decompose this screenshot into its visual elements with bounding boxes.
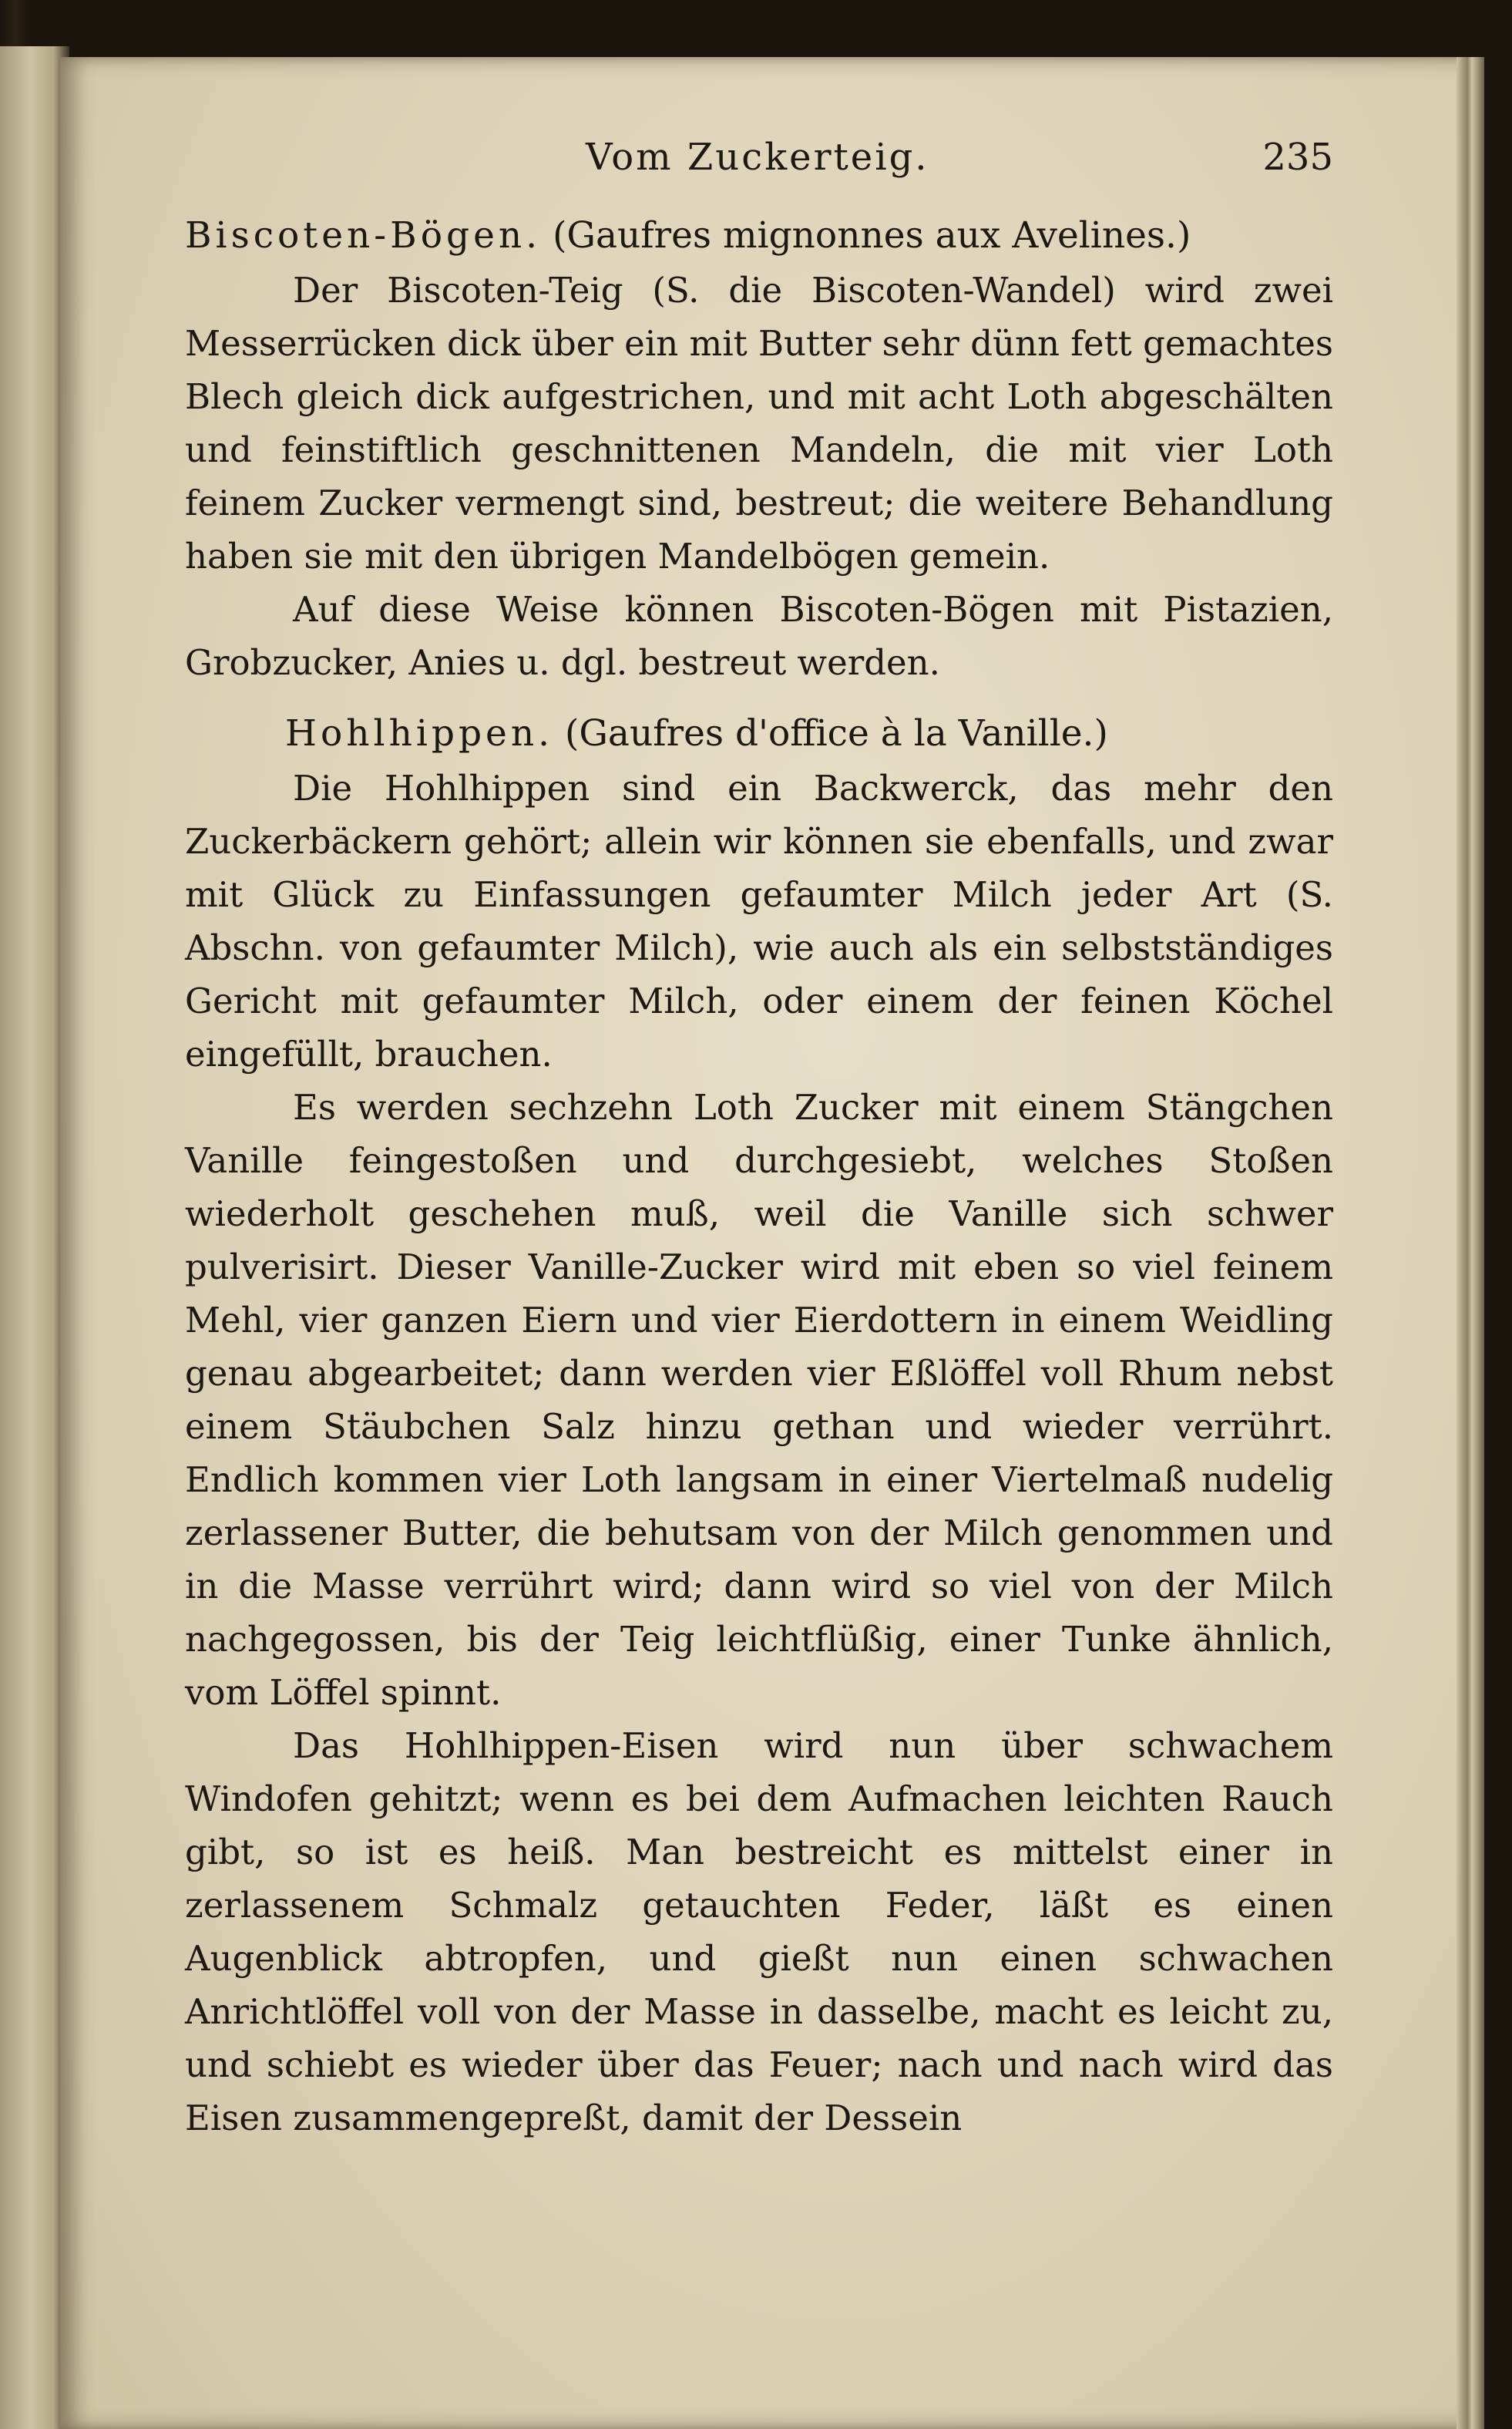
recipe-french-name: (Gaufres mignonnes aux Avelines.) [553, 214, 1191, 257]
running-head [185, 131, 1333, 188]
paragraph: Es werden sechzehn Loth Zucker mit einem Stängchen Vanille feingestoßen und durchgesiebt, welches Stoßen wiederholt geschehen muß, weil die Vanille sich schwer pulverisirt. Dieser Vanille-Zucker wird mit eben so viel feinem Mehl, vier ganzen Eiern und vier Eierdottern in einem Weidling genau abgearbeitet; dann werden vier Eßlöffel voll Rhum nebst einem Stäubchen Salz hinzu gethan und wieder verrührt. Endlich kommen vier Loth langsam in einer Viertelmaß nudelig zerlassener Butter, die behutsam von der Milch genommen und in die Masse verrührt wird; dann wird so viel von der Milch nachgegossen, bis der Teig leichtflüßig, einer Tunke ähnlich, vom Löffel spinnt. [185, 1087, 1333, 1713]
facing-page-edge [0, 46, 69, 2429]
recipe-french-name: (Gaufres d'office à la Vanille.) [565, 712, 1108, 755]
paragraph: Die Hohlhippen sind ein Backwerck, das mehr den Zuckerbäckern gehört; allein wir können sie ebenfalls, und zwar mit Glück zu Einfassungen gefaumter Milch jeder Art (S. Abschn. von gefaumter Milch), wie auch als ein selbstständiges Gericht mit gefaumter Milch, oder einem der feinen Köchel eingefüllt, brauchen. [185, 768, 1333, 1075]
page-text [185, 131, 1333, 2145]
running-title: Vom Zuckerteig. [586, 136, 929, 179]
paragraph: Das Hohlhippen-Eisen wird nun über schwachem Windofen gehitzt; wenn es bei dem Aufmachen leichten Rauch gibt, so ist es heiß. Man bestreicht es mittelst einer in zerlassenem Schmalz getauchten Feder, läßt es einen Augenblick abtropfen, und gießt nun einen schwachen Anrichtlöffel voll von der Masse in dasselbe, macht es leicht zu, und schiebt es wieder über das Feuer; nach und nach wird das Eisen zusammengepreßt, damit der Dessein [185, 1725, 1333, 2138]
recipe-heading-hohlhippen [185, 706, 1333, 762]
paragraph: Der Biscoten-Teig (S. die Biscoten-Wandel) wird zwei Messerrücken dick über ein mit Butter sehr dünn fett gemachtes Blech gleich dick aufgestrichen, und mit acht Loth abgeschälten und feinstiftlich geschnittenen Mandeln, die mit vier Loth feinem Zucker vermengt sind, bestreut; die weitere Behandlung haben sie mit den übrigen Mandelbögen gemein. [185, 270, 1333, 577]
recipe-name: Hohlhippen. [285, 712, 554, 755]
page-number: 235 [1262, 136, 1333, 179]
page-fore-edge [1457, 57, 1484, 2429]
recipe-name: Biscoten-Bögen. [185, 214, 542, 257]
paragraph: Auf diese Weise können Biscoten-Bögen mit Pistazien, Grobzucker, Anies u. dgl. bestreut werden. [185, 589, 1333, 683]
recipe-heading-biscoten [185, 208, 1333, 264]
